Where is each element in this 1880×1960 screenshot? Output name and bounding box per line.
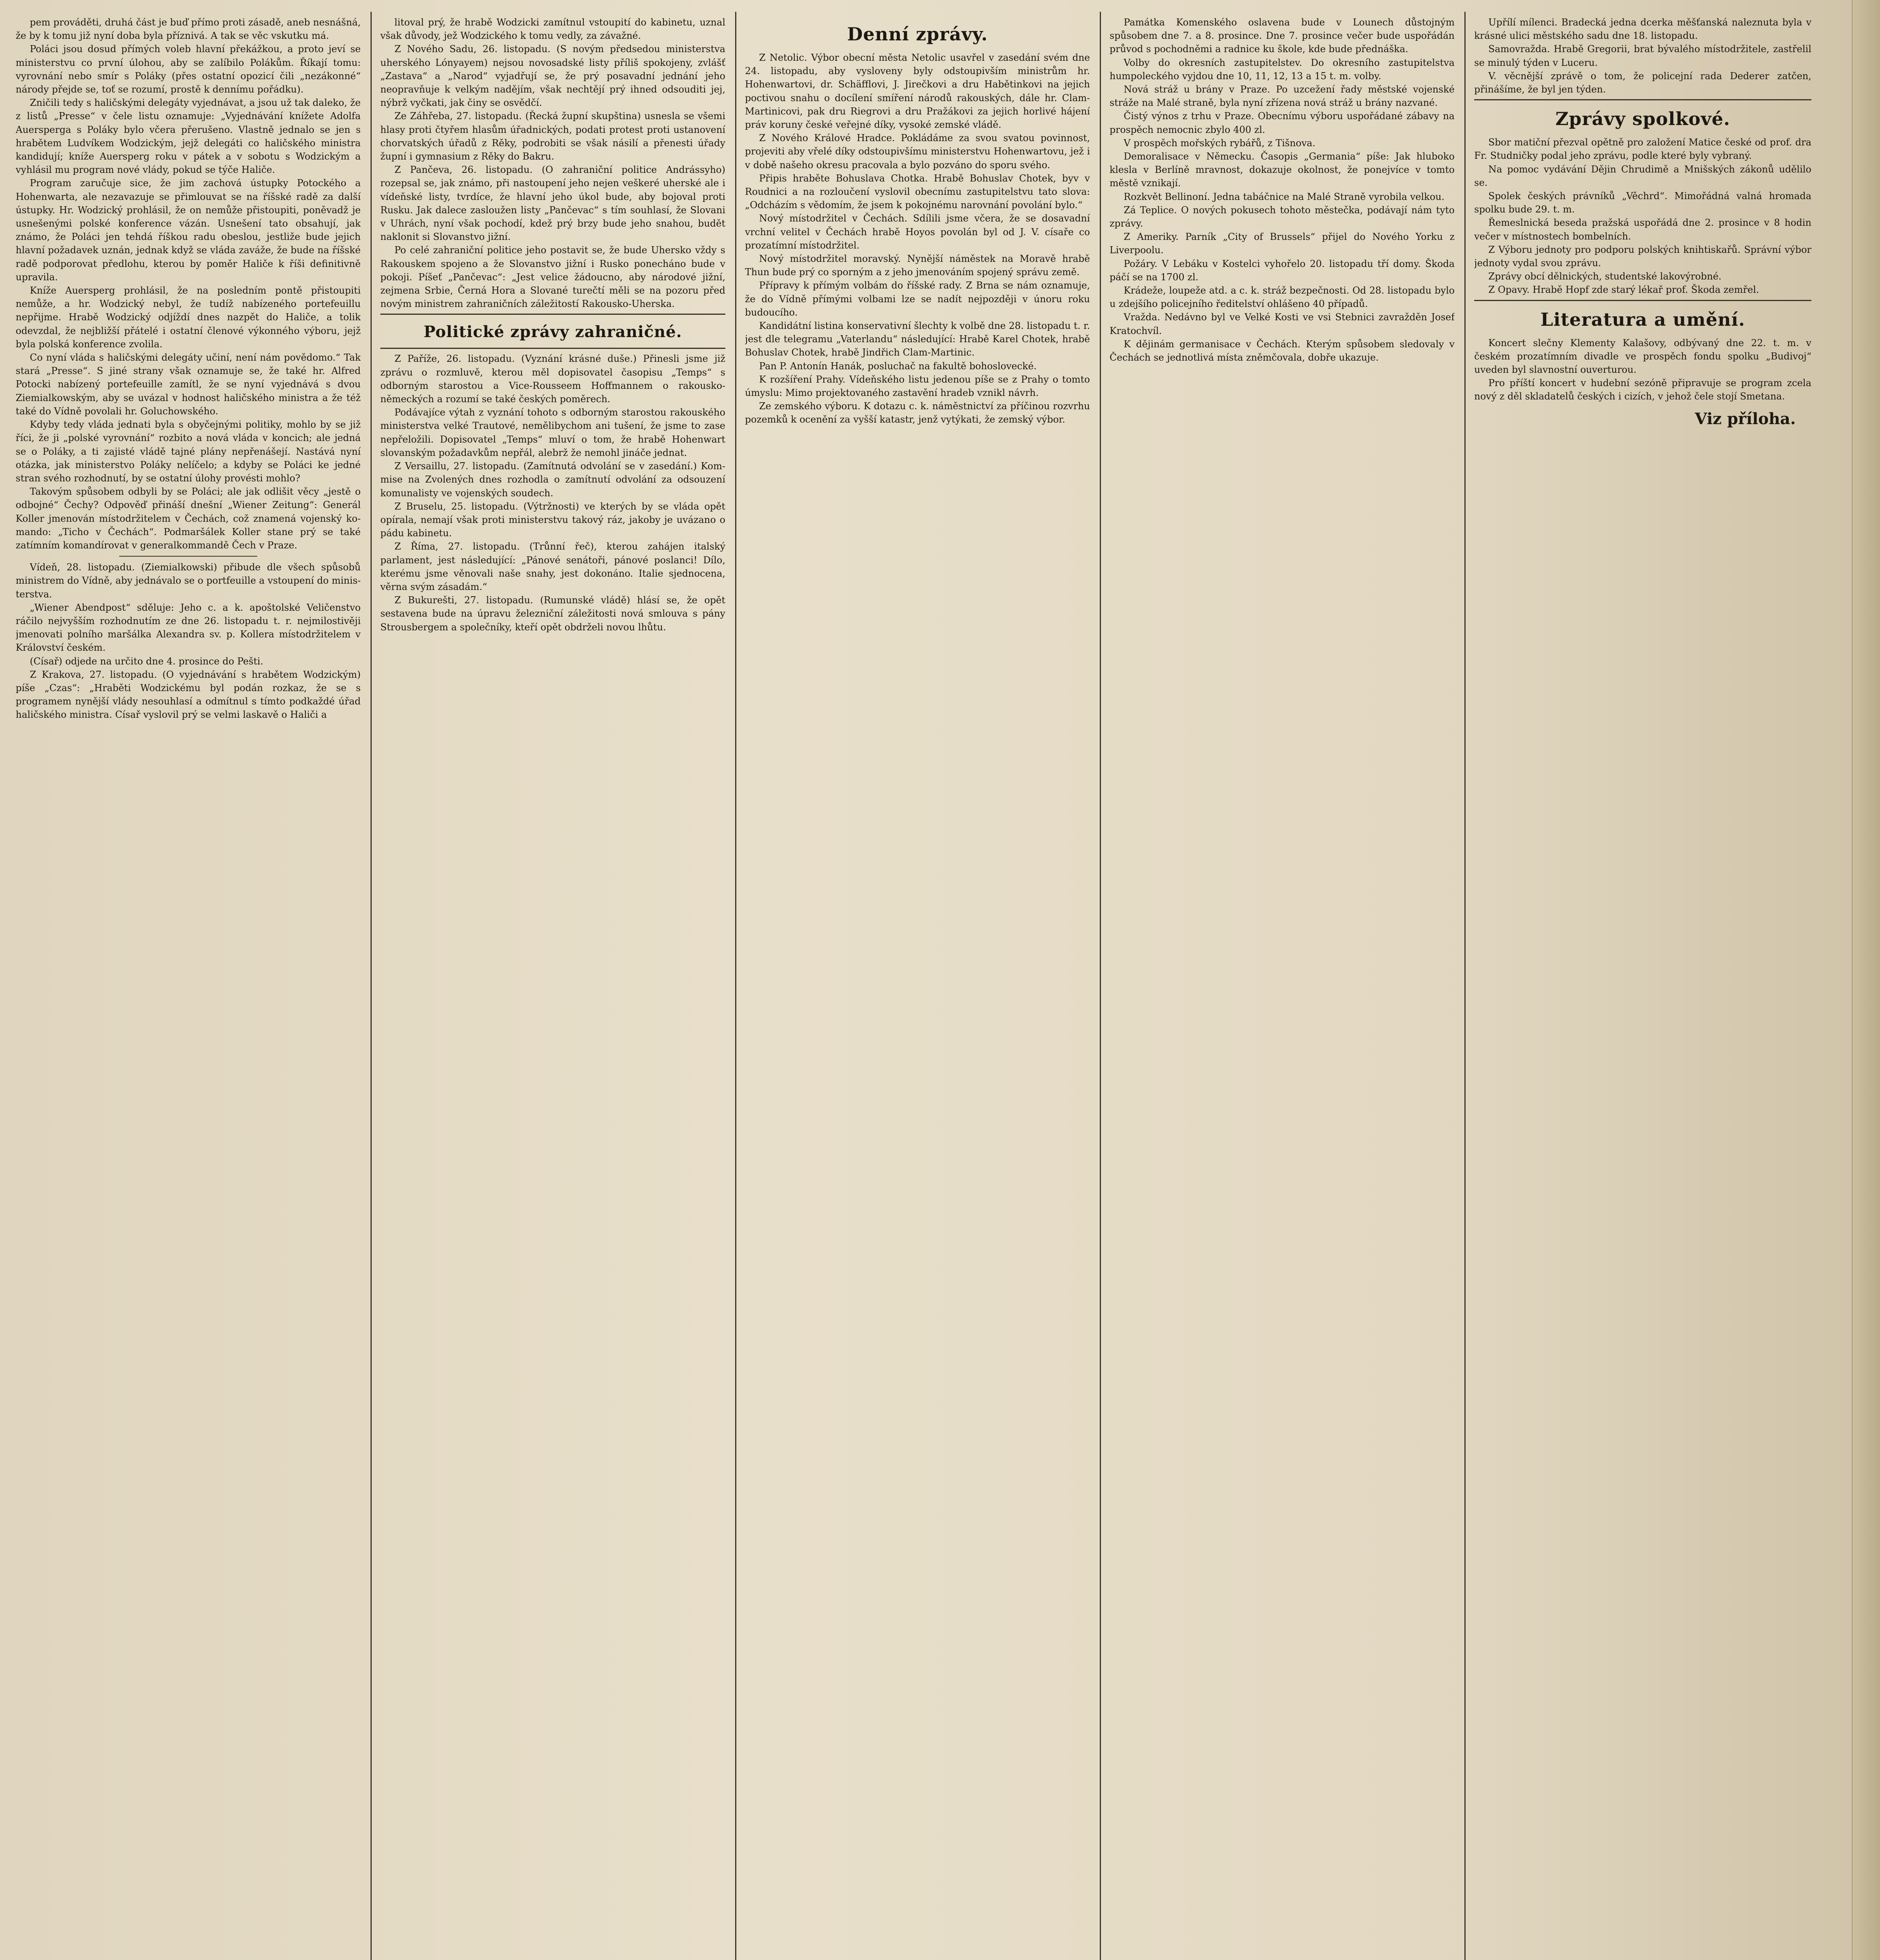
paragraph: Demoralisace v Německu. Časopis „Germania“ píše: Jak hluboko klesla v Berlíně mravnost, dokazuje okolnost, že ponejvíce v tomto městě vznikají. (1110, 151, 1455, 189)
paragraph: Rozkvět Bellinoní. Jedna tabáčnice na Malé Straně vyrobila velkou. (1124, 191, 1445, 202)
paragraph: Z Opavy. Hrabě Hopf zde starý lékař prof. Škoda zemřel. (1488, 284, 1759, 296)
column-rule (1100, 12, 1101, 1960)
paragraph: Z Bukurešti, 27. listopadu. (Rumunské vládě) hlásí se, že opět sestavena bude na úpravu železniční záležitosti nová smlouva s pány Strousbergem a společníky, kteří opět obdrželi novou lhůtu. (380, 595, 725, 633)
paragraph: Ze Záhřeba, 27. listopadu. (Řecká župní skupština) usnesla se všemi hlasy proti čtyřem hlasům úřadnických, podati protest proti ustanovení chorvatských úřadů z Rěky, podrobiti se však násilí a přenesti úřady župní i gymnasium z Rěky do Bakru. (380, 111, 725, 162)
paragraph: „Wiener Abendpost“ sděluje: Jeho c. a k. apoštolské Veličenstvo ráčilo nejvyšším rozhodnutím ze dne 26. listopadu t. r. nejmilostivěji jmenovati polního maršálka Alexandra sv. p. Kollera místodržitelem v Království českém. (16, 602, 361, 653)
paragraph: V. věcnější zprávě o tom, že policejní rada Dederer zatčen, přinášíme, že byl jen týden. (1474, 70, 1811, 95)
paragraph: V prospěch mořských rybářů, z Tišnova. (1124, 137, 1315, 149)
paragraph: K rozšíření Prahy. Vídeňského listu jedenou píše se z Prahy o tomto úmyslu: Mimo projektovaného zastavění hradeb vznikl návrh. (745, 374, 1090, 399)
paragraph: Z Netolic. Výbor obecní města Netolic usavřel v zasedání svém dne 24. listopadu, aby vysloveny byly odstoupivším ministrům hr. Hohenwartovi, dr. Schäfflovi, J. Jirečkovi a dru Habětinkovi na jejich poctivou snahu o docílení smíření národů rakouských, dále hr. Clam-Martinicovi, pak dru Riegrovi a dru Pražákovi za jejich horlivé hájení práv koruny české veřejné díky, vysoké zemské vládě. (745, 52, 1090, 131)
column-2 (380, 16, 725, 1960)
section-rule (380, 314, 725, 315)
paragraph: Pro příští koncert v hudební sezóně připravuje se program zcela nový z děl skladatelů českých i cizích, v jehož čele stojí Smetana. (1474, 377, 1811, 402)
paragraph: Co nyní vláda s haličskými delegáty učiní, není nám povědomo.“ Tak stará „Presse“. S jiné strany však oznamuje se, že také hr. Alfred Potocki nabízený portefeuille zamítl, že se nyní vyjednává s dvou Ziemialkowským, aby se uvázal v hodnost haličského ministra a že též také do Vídně povolali hr. Goluchowského. (16, 352, 361, 417)
paragraph: Zprávy obcí dělnických, studentské lakovýrobné. (1488, 271, 1722, 282)
paragraph: Sbor matiční přezval opětně pro založení Matice české od prof. dra Fr. Studničky podal jeho zprávu, podle které byly vybraný. (1474, 137, 1811, 162)
column-3 (745, 16, 1090, 1960)
paragraph: Z Pančeva, 26. listopadu. (O zahraniční politice Andrássyho) rozepsal se, jak známo, při nastoupení jeho nejen veškeré uherské ale i vídeňské listy, tvrdíce, že hlavní jeho úkol bude, aby bojoval proti Rusku. Jak dalece zasloužen listy „Pančevac“ s tím souhlasí, že Slovani v Uhrách, nyní však pochodí, kdež prý brzy bude jeho snahou, budět naklonit si Slovanstvo jižní. (380, 164, 725, 243)
paragraph: Krádeže, loupeže atd. a c. k. stráž bezpečnosti. Od 28. listopadu bylo u zdejšího policejního ředitelství ohlášeno 40 případů. (1110, 285, 1455, 310)
paragraph: Zničili tedy s haličskými delegáty vyjednávat, a jsou už tak daleko, že z listů „Presse“ v čele listu oznamuje: „Vyjednávání knížete Adolfa Auersperga s Poláky bylo včera přerušeno. Vlastně jednalo se jen s hrabětem Ludvíkem Wodzickým, jejž delegáti co haličského ministra kandidují; kníže Auersperg roku v pátek a v sobotu s Wodzickým a vyhlásil mu program nové vlády, pokud se týče Haliče. (16, 97, 361, 176)
paragraph: Z Říma, 27. listopadu. (Trůnní řeč), kterou zahájen italský parlament, jest následující: „Pánové senátoři, pánové poslanci! Dílo, kterému jsme věnovali naše snahy, jest dokonáno. Italie sjednocena, věrna svým zásadám.“ (380, 541, 725, 592)
paragraph: Takovým spůsobem odbyli by se Poláci; ale jak odlišit věcy „jestě o odbojné“ Čechy? Odpověď přináší dnešní „Wiener Zeitung“: Generál Koller jmenován místodržitelem v Čechách, což znamená vojenský komando: „Ticho v Čechách“. Podmaršálek Koller stane prý se také zatímním komandírovat v generalkommandě Čech v Praze. (16, 486, 361, 551)
paragraph: Ze zemského výboru. K dotazu c. k. náměstnictví za příčinou rozvrhu pozemků k ocenění za vyšší katastr, jenž vytýkati, že zemský výbor. (745, 401, 1090, 425)
continuation-note: Viz příloha. (1695, 409, 1796, 428)
paragraph: Kdyby tedy vláda jednati byla s obyčejnými politiky, mohlo by se již říci, že ji „polské vyrovnání“ rozbito a nová vláda v koncich; ale jedná se o Poláky, a ti zajisté vládě tajné plány nepřenášejí. Nastává nyní otázka, jak ministerstvo Poláky nelíčelo; a kdyby se Poláci ke jedné stran svého rozhodnutí, by se ostatní úlohy provésti mohlo? (16, 419, 361, 484)
paragraph: K dějinám germanisace v Čechách. Kterým spůsobem sledovaly v Čechách se jednotlivá místa zněmčovala, dobře ukazuje. (1110, 338, 1455, 363)
section-rule (1474, 99, 1811, 100)
binding-edge (1852, 0, 1880, 1960)
paragraph: pem prováděti, druhá část je buď přímo proti zásadě, aneb nesnášná, že by k tomu již nyní doba byla příznivá. A tak se věc vskutku má. (16, 17, 361, 42)
column-1 (16, 16, 361, 1960)
paragraph: Upřílí mílenci. Bradecká jedna dcerka měšťanská naleznuta byla v krásné ulici městského sadu dne 18. listopadu. (1474, 17, 1811, 42)
column-rule (1464, 12, 1466, 1960)
heading-literatura-a-umeni: Literatura a umění. (1540, 309, 1746, 330)
paragraph: (Císař) odjede na určito dne 4. prosince do Pešti. (30, 655, 263, 667)
paragraph: Nový místodržitel moravský. Nynější náměstek na Moravě hrabě Thun bude prý co sporným a z jeho jmenováním spojený správu země. (745, 253, 1090, 278)
paragraph: Z Nového Králové Hradce. Pokládáme za svou svatou povinnost, projeviti aby vřelé díky odstoupivšímu ministerstvu Hohenwartovu, jež i v době našeho okresu pracovala a bylo pozváno do sporu svého. (745, 132, 1090, 171)
paragraph: Kníže Auersperg prohlásil, že na posledním pontě přistoupiti nemůže, a hr. Wodzický nebyl, že tudíž nabízeného portefeuillu nepřijme. Hrabě Wodzický odjíždí dnes nazpět do Haliče, a tolik odevzdal, že nejbližší přátelé i ostatní členové výkonného výboru, jejž byla polská konference zvolila. (16, 285, 361, 350)
heading-politicke-zpravy-zahranicne: Politické zprávy zahraničné. (423, 323, 682, 341)
paragraph: Zá Teplice. O nových pokusech tohoto městečka, podávají nám tyto zprávy. (1110, 204, 1455, 229)
paragraph: Podávajíce výtah z vyznání tohoto s odborným starostou rakouského ministerstva velké Trautové, nemělibychom ani tušení, že jsme to zase nepřeložili. Dopisovatel „Temps“ mluví o tom, že hrabě Hohenwart slovanským požadavkům nepřál, alebrž že nemohl jináče jednat. (380, 407, 725, 458)
paragraph: Z Nového Sadu, 26. listopadu. (S novým předsedou ministerstva uherského Lónyayem) nejsou novosadské listy příliš spokojeny, zvlášť „Zastava“ a „Narod“ vyjadřují se, že prý posavadní jednání jeho neopravňuje k velkým nadějím, však nechtějí prý ihned odsouditi jej, nýbrž vyčkati, jak činy se osvědčí. (380, 44, 725, 109)
column-4 (1110, 16, 1455, 1960)
paragraph: Program zaručuje sice, že jim zachová ústupky Potockého a Hohenwarta, ale nezavazuje se přimlouvat se na říšské radě za další ústupky. Hr. Wodzický prohlásil, že on nemůže přistoupiti, poněvadž je usnešenými polské konference vázán. Usnešení tato obsahují, jak známo, že Poláci jen tehdá říškou radu obeslou, jestliže bude jejich hlavní požadavek uznán, jednak když se vláda zaváže, že bude na říšské radě podporovat předlohu, kterou by poměr Haliče k říši definitivně upravila. (16, 178, 361, 283)
paragraph: Samovražda. Hrabě Gregorii, brat bývalého místodržitele, zastřelil se minulý týden v Luceru. (1474, 44, 1811, 68)
section-rule (380, 348, 725, 349)
paragraph: Vražda. Nedávno byl ve Velké Kosti ve vsi Stebnici zavražděn Josef Kratochvíl. (1110, 312, 1455, 336)
paragraph: Z Krakova, 27. listopadu. (O vyjednávání s hrabětem Wodzickým) píše „Czas“: „Hraběti Wodzickému byl podán rozkaz, že se s programem nynější vlády nesouhlasí a odmítnul s tímto podkaždé úřad haličského ministra. Císař vyslovil prý se velmi laskavě o Haliči a (16, 669, 361, 720)
paragraph: Řemeslnická beseda pražská uspořádá dne 2. prosince v 8 hodin večer v místnostech bombelních. (1474, 217, 1811, 242)
paragraph: Z Výboru jednoty pro podporu polských knihtiskařů. Správní výbor jednoty vydal svou zprávu. (1474, 244, 1811, 269)
heading-zpravy-spolkove: Zprávy spolkové. (1555, 108, 1731, 130)
paragraph: Nový místodržitel v Čechách. Sdílili jsme včera, že se dosavadní vrchní velitel v Čechách hrabě Hoyos povolán byl od J. V. císaře co prozatímní místodržitel. (745, 213, 1090, 251)
paragraph: Pan P. Antonín Hanák, posluchač na fakultě bohoslovecké. (759, 360, 1037, 372)
paragraph: Z Bruselu, 25. listopadu. (Výtržnosti) ve kterých by se vláda opět opírala, nemají však proti ministerstvu takový ráz, jakoby je uvázano o pádu kabinetu. (380, 501, 725, 539)
column-rule (371, 12, 372, 1960)
paragraph: litoval prý, že hrabě Wodzicki zamítnul vstoupití do kabinetu, uznal však důvody, jež Wodzického k tomu vedly, za závažné. (380, 17, 725, 42)
paragraph: Nová stráž u brány v Praze. Po uzcežení řady městské vojenské stráže na Malé straně, byla nyní zřízena nová stráž u brány nazvané. (1110, 84, 1455, 109)
column-5 (1474, 16, 1811, 1960)
paragraph: Čistý výnos z trhu v Praze. Obecnímu výboru uspořádané zábavy na prospěch nemocnic zbylo 400 zl. (1110, 111, 1455, 135)
paragraph: Z Paříže, 26. listopadu. (Vyznání krásné duše.) Přinesli jsme již zprávu o rozmluvě, kterou měl dopisovatel časopisu „Temps“ s odborným starostou a Vice-Rousseem Hoffmannem o rakousko-německých a rozumí se také českých poměrech. (380, 353, 725, 405)
paragraph: Památka Komenského oslavena bude v Lounech důstojným spůsobem dne 7. a 8. prosince. Dne 7. prosince večer bude uspořádán průvod s pochodněmi a radnice ku škole, kde bude přednáška. (1110, 17, 1455, 55)
paragraph: Poláci jsou dosud přímých voleb hlavní překážkou, a proto jeví se ministerstvu co první úlohou, aby se zalíbilo Polákům. Říkají tomu: vyrovnání nebo smír s Poláky (přes ostatní opozicí čili „nezákonné“ národy přejde se, toť se rozumí, prostě k dennímu pořádku). (16, 44, 361, 95)
heading-denni-zpravy: Denní zprávy. (847, 24, 988, 45)
paragraph: Po celé zahraniční politice jeho postavit se, že bude Uhersko vždy s Rakouskem spojeno a že Slovanstvo jižní i Rusko ponecháno bude v pokoji. Píšeť „Pančevac“: „Jest velice žádoucno, aby národové jižní, zejmena Srbie, Černá Hora a Slované turečtí měli se na pozoru před novým ministrem zahraničních záležitostí Rakousko-Uherska. (380, 245, 725, 310)
section-rule (1474, 300, 1811, 301)
paragraph: Přípravy k přímým volbám do říšské rady. Z Brna se nám oznamuje, že do Vídně přímými volbami lze se nadít nejpozději v únoru roku budoucího. (745, 280, 1090, 318)
paragraph: Vídeň, 28. listopadu. (Ziemialkowski) přibude dle všech spůsobů ministrem do Vídně, aby jednávalo se o portfeuille a vstoupení do ministerstva. (16, 562, 361, 600)
paragraph: Spolek českých právníků „Věchrd“. Mimořádná valná hromada spolku bude 29. t. m. (1474, 191, 1811, 215)
paragraph: Z Versaillu, 27. listopadu. (Zamítnutá odvolání se v zasedání.) Kommise na Zvolených dnes rozhodla o zamítnutí odvolání za odsouzení komunalisty ve vojenských soudech. (380, 461, 725, 499)
paragraph: Volby do okresních zastupitelstev. Do okresního zastupitelstva humpoleckého vyjdou dne 10, 11, 12, 13 a 15 t. m. volby. (1110, 57, 1455, 82)
column-rule (735, 12, 736, 1960)
paragraph: Z Ameriky. Parník „City of Brussels“ přijel do Nového Yorku z Liverpoolu. (1110, 231, 1455, 256)
paragraph: Koncert slečny Klementy Kalašovy, odbývaný dne 22. t. m. v českém prozatímním divadle ve prospěch fondu spolku „Budivoj“ uveden byl slavnostní ouverturou. (1474, 337, 1811, 376)
section-divider (119, 556, 257, 557)
paragraph: Na pomoc vydávání Dějin Chrudimě a Mnišských zákonů udělilo se. (1474, 163, 1811, 188)
paragraph: Požáry. V Lebáku v Kostelci vyhořelo 20. listopadu tří domy. Škoda páčí se na 1700 zl. (1110, 258, 1455, 283)
paragraph: Připis hraběte Bohuslava Chotka. Hrabě Bohuslav Chotek, byv v Roudnici a na rozloučení vyslovil obecnímu zastupitelstvu tato slova: „Odcházím s vědomím, že jsem k pokojnému narovnání povolání bylo.“ (745, 172, 1090, 211)
paragraph: Kandidátní listina konservativní šlechty k volbě dne 28. listopadu t. r. jest dle telegramu „Vaterlandu“ následující: Hrabě Karel Chotek, hrabě Bohuslav Chotek, hrabě Jindřich Clam-Martinic. (745, 320, 1090, 358)
